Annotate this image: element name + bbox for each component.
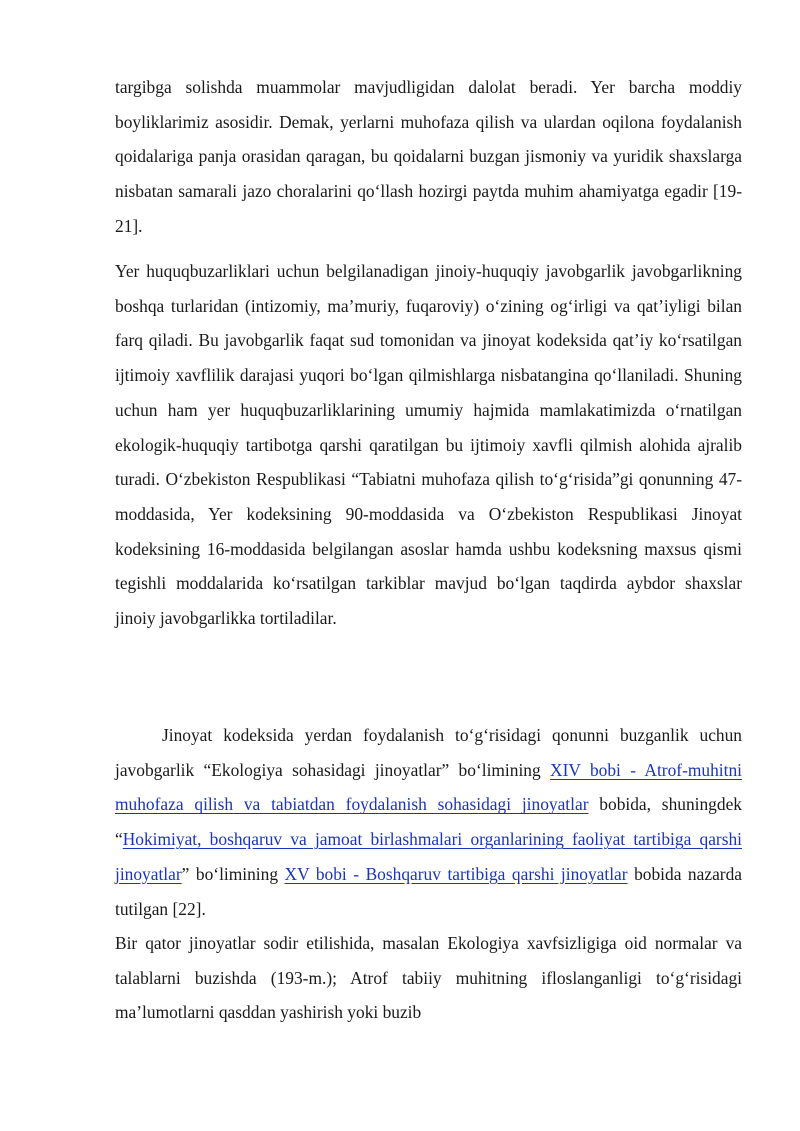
paragraph-3-segment-6: bobida nazarda tutilgan [22]. [115,863,742,919]
link-xv-chapter[interactable]: XV bobi - Boshqaruv tartibiga qarshi jinoyatlar [284,863,628,884]
paragraph-4-text: Bir qator jinoyatlar sodir etilishida, masalan Ekologiya xavfsizligiga oid normalar va talablarni buzishda (193-m.); Atrof tabiiy muhitning ifloslanganligi to‘g‘risidagi ma’lumotlarni qasddan yashirish yoki buzib [115,933,742,1023]
paragraph-3-text [115,718,742,926]
paragraph-3-segment-1: Jinoyat kodeksida yerdan foydalanish to‘g‘risidagi qonunni buzganlik uchun javobgarlik “Ekologiya sohasidagi jinoyatlar” bo‘limining [115,725,742,780]
paragraph-1 [115,70,742,244]
paragraph-3 [115,718,742,926]
link-authority-crimes-part2[interactable]: jinoyatlar [115,863,182,884]
paragraph-4 [115,926,742,1030]
paragraph-3-segment-5: ” bo‘limining [181,863,285,884]
link-xiv-chapter-part2[interactable]: muhofaza qilish va tabiatdan foydalanish sohasidagi jinoyatlar [115,794,589,815]
paragraph-1-text: targibga solishda muammolar mavjudligidan dalolat beradi. Yer barcha moddiy boyliklarimiz asosidir. Demak, yerlarni muhofaza qilish va ulardan oqilona foydalanish qoidalariga panja orasidan qaragan, bu qoidalarni buzgan jismoniy va yuridik shaxslarga nisbatan samarali jazo choralarini qo‘llash hozirgi paytda muhim ahamiyatga egadir [19-21]. [115,77,742,236]
link-xiv-chapter-part1[interactable]: XIV bobi - Atrof-muhitni [550,759,742,780]
link-authority-crimes-part1[interactable]: Hokimiyat, boshqaruv va jamoat birlashmalari organlarining faoliyat tartibiga qarshi [122,829,742,850]
paragraph-2-text: Yer huquqbuzarliklari uchun belgilanadigan jinoiy-huquqiy javobgarlik javobgarlikning boshqa turlaridan (intizomiy, ma’muriy, fuqaroviy) o‘zining og‘irligi va qat’iyligi bilan farq qiladi. Bu javobgarlik faqat sud tomonidan va jinoyat kodeksida qat’iy ko‘rsatilgan ijtimoiy xavflilik darajasi yuqori bo‘lgan qilmishlarga nisbatangina qo‘llaniladi. Shuning uchun ham yer huquqbuzarliklarining umumiy hajmida mamlakatimizda o‘rnatilgan ekologik-huquqiy tartibotga qarshi qaratilgan bu ijtimoiy xavfli qilmish alohida ajralib turadi. O‘zbekiston Respublikasi “Tabiatni muhofaza qilish to‘g‘risida”gi qonunning 47-moddasida, Yer kodeksining 90-moddasida va O‘zbekiston Respublikasi Jinoyat kodeksining 16-moddasida belgilangan asoslar hamda ushbu kodeksning maxsus qismi tegishli moddalarida ko‘rsatilgan tarkiblar mavjud bo‘lgan taqdirda aybdor shaxslar jinoiy javobgarlikka tortiladilar. [115,261,742,629]
paragraph-3-segment-3: bobida, shuningdek “ [115,794,742,850]
paragraph-2 [115,254,742,636]
